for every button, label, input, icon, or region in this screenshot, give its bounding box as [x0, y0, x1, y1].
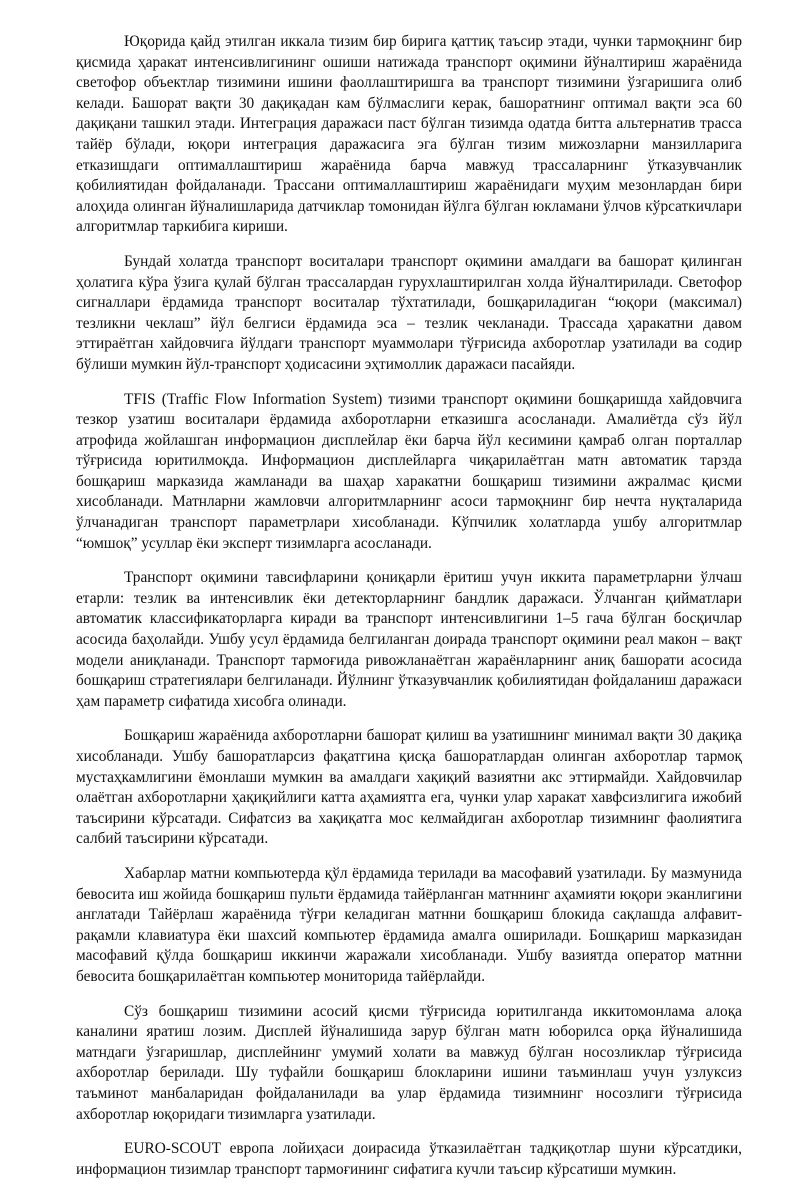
paragraph: TFIS (Traffic Flow Information System) тизими транспорт оқимини бошқаришда хайдовчига тезкор узатиш воситалари ёрдамида ахборотларни етказишга асосланади. Амалиётда сўз йўл атрофида жойлашган информацион дисплейлар ёки барча йўл кесимини қамраб олган порталлар тўғрисида юритилмоқда. Информацион дисплейларга чиқарилаётган матн автоматик тарзда бошқариш марказида жамланади ва шаҳар харакатни бошқариш тизимини ажралмас қисми хисобланади. Матнларни жамловчи алгоритмларнинг асоси тармоқнинг бир нечта нуқталарида ўлчанадиган транспорт параметрлари хисобланади. Кўпчилик холатларда ушбу алгоритмлар “юмшоқ” усуллар ёки эксперт тизимларга асосланади. — [76, 390, 742, 552]
paragraph: Сўз бошқариш тизимини асосий қисми тўғрисида юритилганда иккитомонлама алоқа каналини яратиш лозим. Дисплей йўналишида зарур бўлган матн юборилса орқа йўналишида матндаги ўзгаришлар, дисплейнинг умумий холати ва мавжуд бўлган носозликлар тўғрисида ахборотлар берилади. Шу туфайли бошқариш блокларини ишини таъминлаш учун узлуксиз таъминот манбаларидан фойдаланилади ва улар ёрдамида тизимнинг носозлиги тўғрисида ахборотлар юқоридаги тизимларга узатилади. — [76, 1002, 742, 1123]
paragraph: Хабарлар матни компьютерда қўл ёрдамида терилади ва масофавий узатилади. Бу мазмунида бевосита иш жойида бошқариш пульти ёрдамида тайёрланган матннинг аҳамияти юқори эканлигини англатади Тайёрлаш жараёнида тўғри келадиган матнни бошқариш блокида сақлашда алфавит-рақамли клавиатура ёки шахсий компьютер ёрдамида амалга оширилади. Бошқариш марказидан масофавий қўлда бошқариш иккинчи жаражали хисобланади. Ушбу вазиятда оператор матнни бевосита бошқарилаётган компьютер мониторида тайёрлайди. — [76, 864, 742, 985]
paragraph: Бошқариш жараёнида ахборотларни башорат қилиш ва узатишнинг минимал вақти 30 дақиқа хисобланади. Ушбу башоратларсиз фақатгина қисқа башоратлардан олинган ахборотлар тармоқ мустаҳкамлигини ёмонлаши мумкин ва амалдаги хақиқий вазиятни акс эттирмайди. Хайдовчилар олаётган ахборотларни ҳақиқийлиги катта аҳамиятга ега, чунки улар харакат хавфсизлигига ижобий таъсирини кўрсатади. Сифатсиз ва хақиқатга мос келмайдиган ахборотлар тизимнинг фаолиятига салбий таъсирини кўрсатади. — [76, 727, 742, 848]
document-page — [76, 32, 742, 1194]
paragraph: Бундай холатда транспорт воситалари транспорт оқимини амалдаги ва башорат қилинган ҳолатига кўра ўзига қулай бўлган трассалардан гурухлаштирилган холда йўналтирилади. Светофор сигналлари ёрдамида транспорт воситалар тўхтатилади, бошқариладиган “юқори (максимал) тезликни чеклаш” йўл белгиси ёрдамида эса – тезлик чекланади. Трассада ҳаракатни давом эттираётган хайдовчига йўлдаги транспорт муаммолари тўғрисида ахборотлар узатилади ва содир бўлиши мумкин йўл-транспорт ҳодисасини эҳтимоллик даражаси пасайяди. — [76, 252, 742, 373]
paragraph: Транспорт оқимини тавсифларини қониқарли ёритиш учун иккита параметрларни ўлчаш етарли: тезлик ва интенсивлик ёки детекторларнинг бандлик даражаси. Ўлчанган қийматлари автоматик классификаторларга киради ва транспорт интенсивлигини 1–5 гача бўлган босқичлар асосида баҳолайди. Ушбу усул ёрдамида белгиланган доирада транспорт оқимини реал макон – вақт модели аниқланади. Транспорт тармоғида ривожланаётган жараёнларнинг аниқ башорати асосида бошқариш стратегиялари белгиланади. Йўлнинг ўтказувчанлик қобилиятидан фойдаланиш даражаси ҳам параметр сифатида хисобга олинади. — [76, 569, 742, 710]
paragraph: Юқорида қайд этилган иккала тизим бир бирига қаттиқ таъсир этади, чунки тармоқнинг бир қисмида ҳаракат интенсивлигининг ошиши натижада транспорт оқимини йўналтириш жараёнида светофор объектлар тизимини ишини фаоллаштиришга ва транспорт тизимини ўзгаришига олиб келади. Башорат вақти 30 дақиқадан кам бўлмаслиги керак, башоратнинг оптимал вақти эса 60 дақиқани ташкил этади. Интеграция даражаси паст бўлган тизимда одатда битта альтернатив трасса тайёр бўлади, юқори интеграция даражасига эга бўлган тизим мижозларни манзилларига етказишдаги оптималлаштириш жараёнида барча мавжуд трассаларнинг ўтказувчанлик қобилиятидан фойдаланади. Трассани оптималлаштириш жараёнидаги муҳим мезонлардан бири алоҳида олинган йўналишларида датчиклар томонидан йўлга бўлган юкламани ўлчов кўрсаткичлари алгоритмлар таркибига кириши. — [76, 33, 742, 236]
paragraph: EURO-SCOUT европа лойиҳаси доирасида ўтказилаётган тадқиқотлар шуни кўрсатдики, информацион тизимлар транспорт тармоғининг сифатига кучли таъсир кўрсатиши мумкин. — [76, 1140, 742, 1178]
